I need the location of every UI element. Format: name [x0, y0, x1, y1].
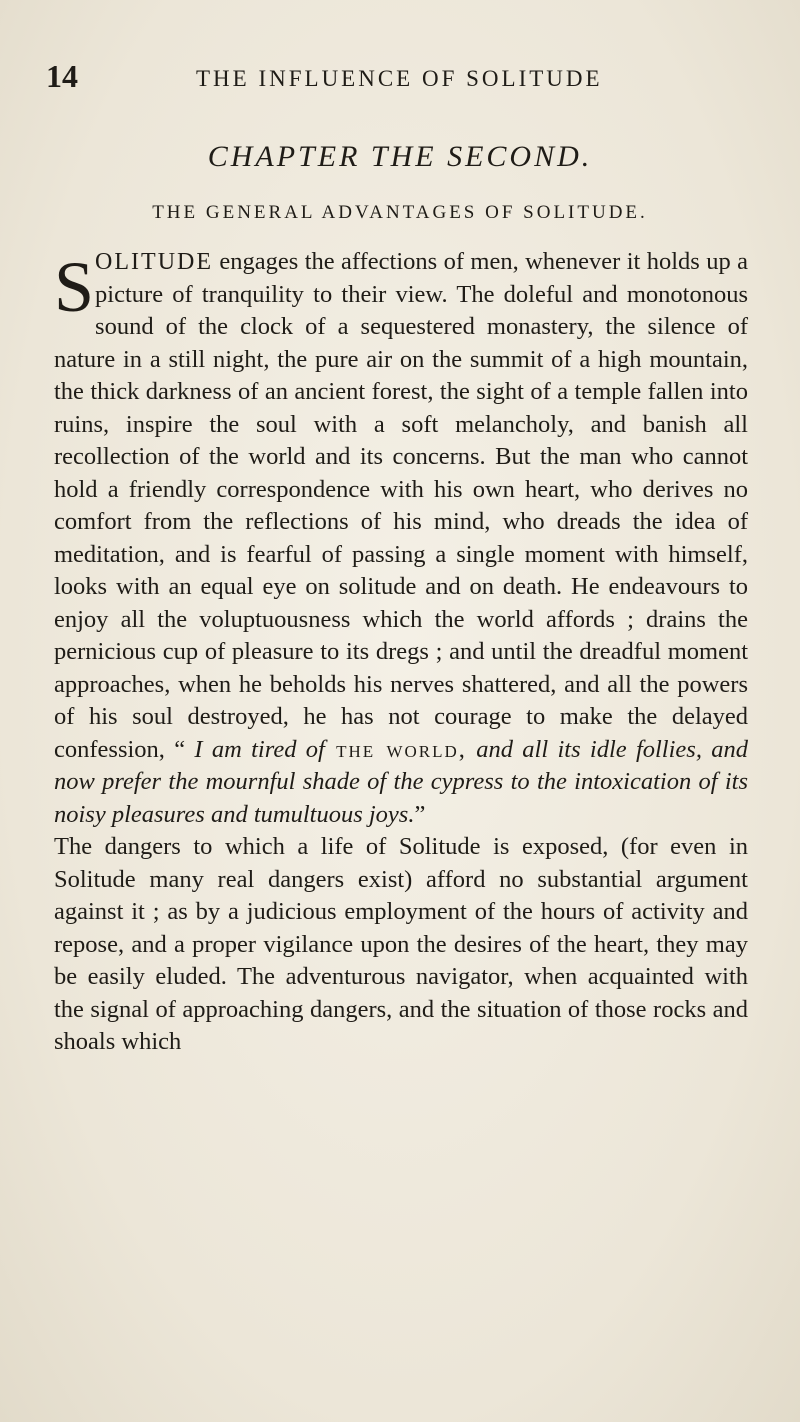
paragraph-2: The dangers to which a life of Solitude is exposed, (for even in Solitude many real dangers exist) afford no substantial argument against it ; as by a judicious employment of the hours of activity and repose, and a proper vigilance upon the desires of the heart, they may be easily eluded. The adventurous navigator, when acquainted with the signal of approaching dangers, and the situation of those rocks and shoals which: [54, 833, 748, 1055]
body-text: [54, 246, 748, 1059]
paragraph-1: [54, 246, 748, 831]
first-word-rest: OLITUDE: [95, 249, 214, 275]
page-number: 14: [46, 58, 78, 94]
running-head: [46, 58, 746, 98]
paragraph-1-text: engages the affections of men, whenever it holds up a picture of tranquility to their view. The doleful and monotonous sound of the clock of a sequestered monastery, the silence of nature in a still night, the pure air on the summit of a high mountain, the thick darkness of an ancient forest, the sight of a temple fallen into ruins, inspire the soul with a soft melancholy, and banish all recollection of the world and its concerns. But the man who cannot hold a friendly correspondence with his own heart, who derives no comfort from the reflections of his mind, who dreads the idea of meditation, and is fearful of passing a single moment with himself, looks with an equal eye on solitude and on death. He endeavours to enjoy all the voluptuousness which the world affords ; drains the pernicious cup of pleasure to its dregs ; and until the dreadful moment approaches, when he beholds his nerves shattered, and all the powers of his soul destroyed, he has not courage to make the delayed confession,: [54, 248, 748, 763]
drop-cap: S: [54, 247, 95, 327]
section-subtitle: THE GENERAL ADVANTAGES OF SOLITUDE.: [152, 202, 648, 223]
quote-part-1: I am tired of: [194, 735, 325, 763]
running-title: THE INFLUENCE OF SOLITUDE: [196, 66, 603, 91]
quote-close: ”: [414, 800, 426, 828]
quote-open: “: [164, 735, 195, 763]
chapter-title: CHAPTER THE SECOND.: [207, 140, 593, 173]
quote-small-caps: the world,: [324, 735, 467, 763]
quote-part-2: and all its idle follies, and now prefer the mournful shade of the cypress to the intoxication of its noisy pleasures and tumultuous joys.: [54, 735, 749, 828]
